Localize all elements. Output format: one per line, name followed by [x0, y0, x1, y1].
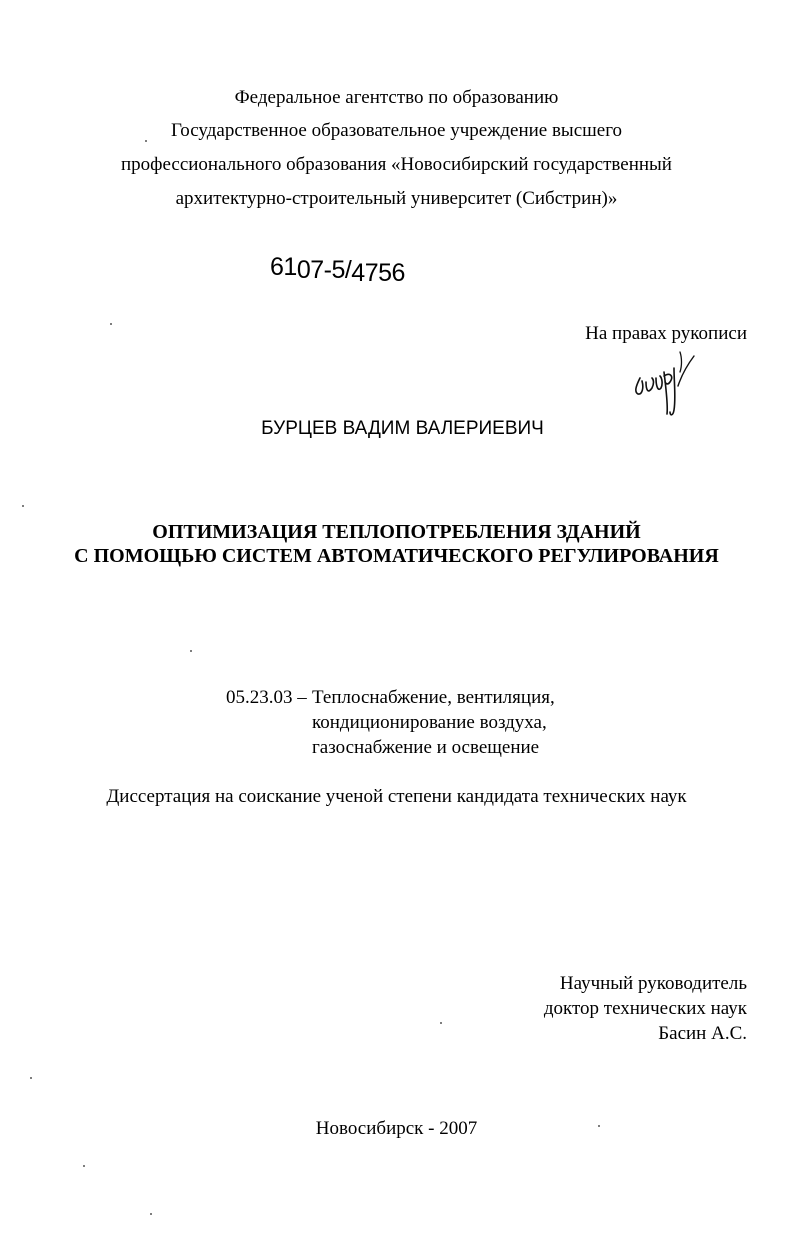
institution-line-2: профессионального образования «Новосибирский государственный — [121, 154, 672, 175]
scan-speck — [22, 505, 24, 507]
scan-speck — [440, 1022, 442, 1024]
title-line-2: С ПОМОЩЬЮ СИСТЕМ АВТОМАТИЧЕСКОГО РЕГУЛИРОВАНИЯ — [74, 545, 719, 567]
registration-number-part-2: 07-5/ — [296, 256, 352, 284]
author-signature — [628, 348, 698, 424]
author-name: БУРЦЕВ ВАДИМ ВАЛЕРИЕВИЧ — [261, 418, 544, 439]
title-line-1: ОПТИМИЗАЦИЯ ТЕПЛОПОТРЕБЛЕНИЯ ЗДАНИЙ — [152, 521, 641, 543]
agency-name: Федеральное агентство по образованию — [234, 87, 559, 108]
specialty-name-line-1: Теплоснабжение, вентиляция, — [312, 687, 555, 708]
specialty-name-line-2: кондиционирование воздуха, — [312, 712, 547, 733]
scan-speck — [83, 1165, 85, 1167]
scan-speck — [30, 1077, 32, 1079]
specialty-code: 05.23.03 – — [226, 687, 307, 708]
registration-number — [270, 252, 405, 287]
supervisor-name: Басин А.С. — [658, 1023, 747, 1044]
scan-speck — [110, 323, 112, 325]
manuscript-note: На правах рукописи — [585, 323, 747, 344]
supervisor-degree: доктор технических наук — [543, 998, 747, 1019]
institution-line-3: архитектурно-строительный университет (Сибстрин)» — [175, 188, 618, 209]
scan-speck — [190, 650, 192, 652]
supervisor-role: Научный руководитель — [559, 973, 747, 994]
registration-number-part-3: 4756 — [351, 259, 405, 287]
scan-speck — [145, 140, 147, 142]
scan-speck — [598, 1125, 600, 1127]
specialty-name-line-3: газоснабжение и освещение — [312, 737, 540, 758]
registration-number-part-1: 61 — [270, 253, 297, 281]
institution-line-1: Государственное образовательное учреждение высшего — [170, 120, 623, 141]
degree-statement: Диссертация на соискание ученой степени кандидата технических наук — [106, 786, 687, 807]
place-and-year: Новосибирск - 2007 — [315, 1118, 478, 1139]
scan-speck — [150, 1213, 152, 1215]
